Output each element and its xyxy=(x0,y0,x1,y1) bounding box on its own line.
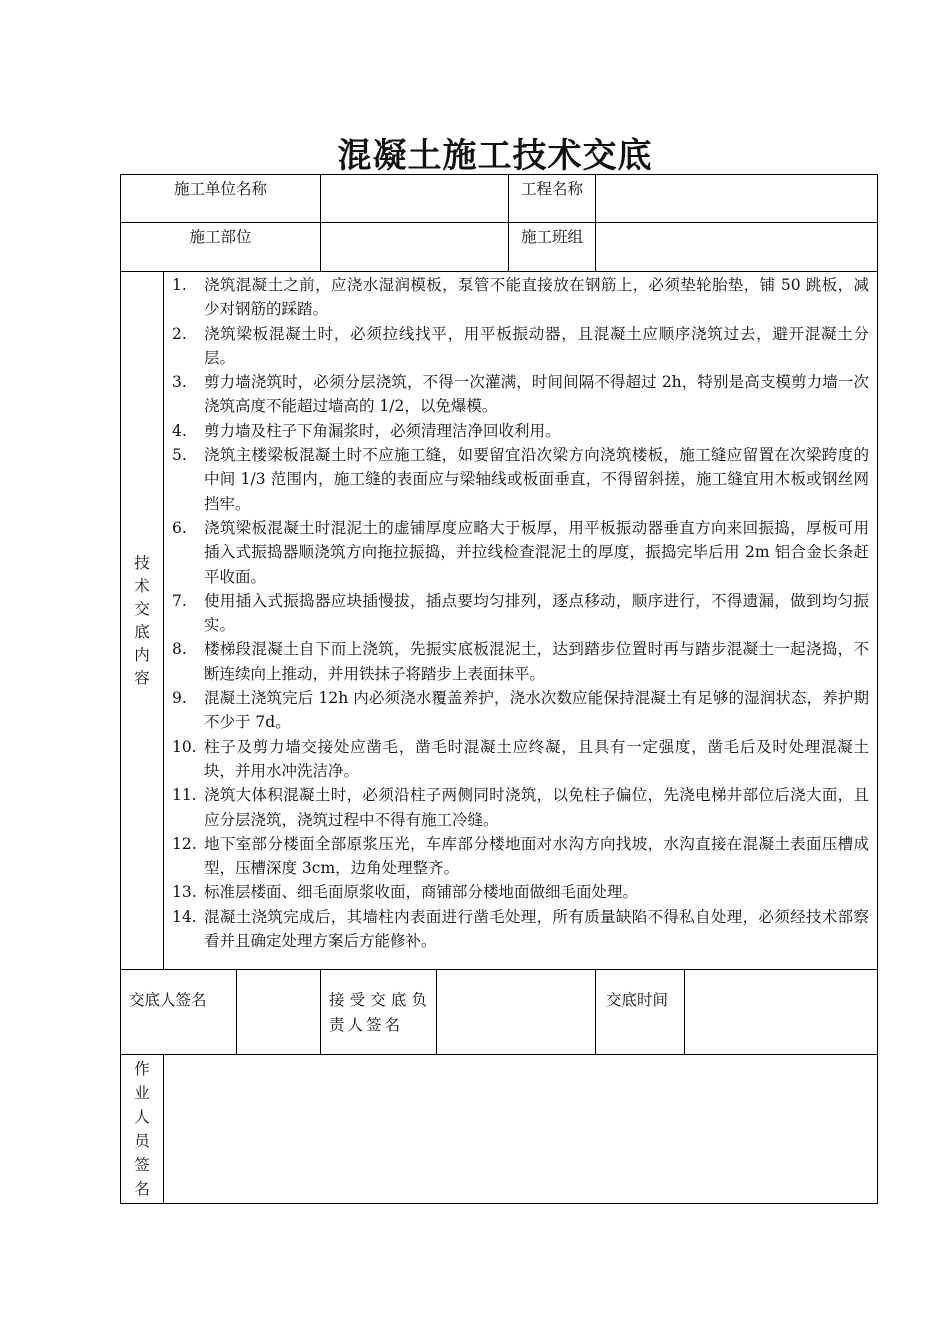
document-title: 混凝土施工技术交底 xyxy=(337,136,653,176)
disclosure-time-label: 交底时间 xyxy=(596,970,685,1054)
list-item: 8. 楼梯段混凝土自下而上浇筑，先振实底板混泥土，达到踏步位置时再与踏步混凝土一起浇捣，不断连续向上推动，并用铁抹子将踏步上表面抹平。 xyxy=(172,640,870,683)
list-item: 10. 柱子及剪力墙交接处应凿毛，凿毛时混凝土应终凝，且具有一定强度，凿毛后及时处理混凝土块，并用水冲洗洁净。 xyxy=(172,737,870,780)
receiver-signature-label: 接受交底负责人签名 xyxy=(321,970,437,1055)
disclosure-time-field[interactable] xyxy=(685,970,877,1054)
list-item: 4. 剪力墙及柱子下角漏浆时，必须清理洁净回收利用。 xyxy=(172,421,561,440)
list-item: 11. 浇筑大体积混凝土时，必须沿柱子两侧同时浇筑，以免柱子偏位，先浇电梯井部位后浇大面，且应分层浇筑，浇筑过程中不得有施工冷缝。 xyxy=(172,786,870,829)
list-item: 2. 浇筑梁板混凝土时，必须拉线找平，用平板振动器，且混凝土应顺序浇筑过去，避开混凝土分层。 xyxy=(172,324,870,367)
content-list xyxy=(172,273,869,953)
construction-team-label: 施工班组 xyxy=(509,223,596,272)
project-name-label: 工程名称 xyxy=(509,175,596,223)
list-item: 5. 浇筑主楼梁板混凝土时不应施工缝，如要留宜沿次梁方向浇筑楼板，施工缝应留置在次梁跨度的中间 1/3 范围内，施工缝的表面应与梁轴线或板面垂直，不得留斜搓，施工缝宜用木板或钢丝网挡牢。 xyxy=(172,446,870,513)
disclosure-table xyxy=(120,174,878,1204)
list-item: 13. 标准层楼面、细毛面原浆收面，商铺部分楼地面做细毛面处理。 xyxy=(172,883,639,902)
disclosure-time-cell xyxy=(596,970,878,1055)
list-item: 14. 混凝土浇筑完成后，其墙柱内表面进行凿毛处理，所有质量缺陷不得私自处理，必须经技术部察看并且确定处理方案后方能修补。 xyxy=(172,907,870,951)
list-item: 9. 混凝土浇筑完后 12h 内必须浇水覆盖养护，浇水次数应能保持混凝土有足够的湿润状态，养护期不少于 7d。 xyxy=(172,689,870,732)
discloser-signature-field[interactable] xyxy=(237,970,321,1055)
receiver-signature-field[interactable] xyxy=(437,970,596,1055)
list-item: 7. 使用插入式振捣器应块插慢拔，插点要均匀排列，逐点移动，顺序进行，不得遗漏，做到均匀振实。 xyxy=(172,591,870,635)
construction-team-field[interactable] xyxy=(596,223,878,272)
construction-unit-label: 施工单位名称 xyxy=(121,175,321,223)
list-item: 6. 浇筑梁板混凝土时混泥土的虚铺厚度应略大于板厚，用平板振动器垂直方向来回振捣，厚板可用插入式振捣器顺浇筑方向拖拉振捣，并拉线检查混泥土的厚度，振捣完毕后用 2m 铝合金长条赶平收面。 xyxy=(172,518,870,586)
list-item: 1. 浇筑混凝土之前，应浇水湿润模板，泵管不能直接放在钢筋上，必须垫轮胎垫，铺 50 跳板，减少对钢筋的踩踏。 xyxy=(172,276,870,319)
project-name-field[interactable] xyxy=(596,175,878,223)
construction-part-field[interactable] xyxy=(321,223,509,272)
construction-unit-field[interactable] xyxy=(321,175,509,223)
list-item: 12. 地下室部分楼面全部原浆压光，车库部分楼地面对水沟方向找坡，水沟直接在混凝土表面压槽成型，压槽深度 3cm，边角处理整齐。 xyxy=(172,834,870,878)
worker-signature-label: 作 业 人 员 签 名 xyxy=(121,1055,164,1204)
construction-part-label: 施工部位 xyxy=(121,223,321,272)
worker-signature-field[interactable] xyxy=(164,1055,878,1204)
technical-content-label: 技 术 交 底 内 容 xyxy=(121,272,164,970)
list-item: 3. 剪力墙浇筑时，必须分层浇筑，不得一次灌满，时间间隔不得超过 2h，特别是高支模剪力墙一次浇筑高度不能超过墙高的 1/2，以免爆模。 xyxy=(172,373,870,416)
technical-content xyxy=(164,272,878,970)
discloser-signature-label: 交底人签名 xyxy=(121,970,237,1055)
